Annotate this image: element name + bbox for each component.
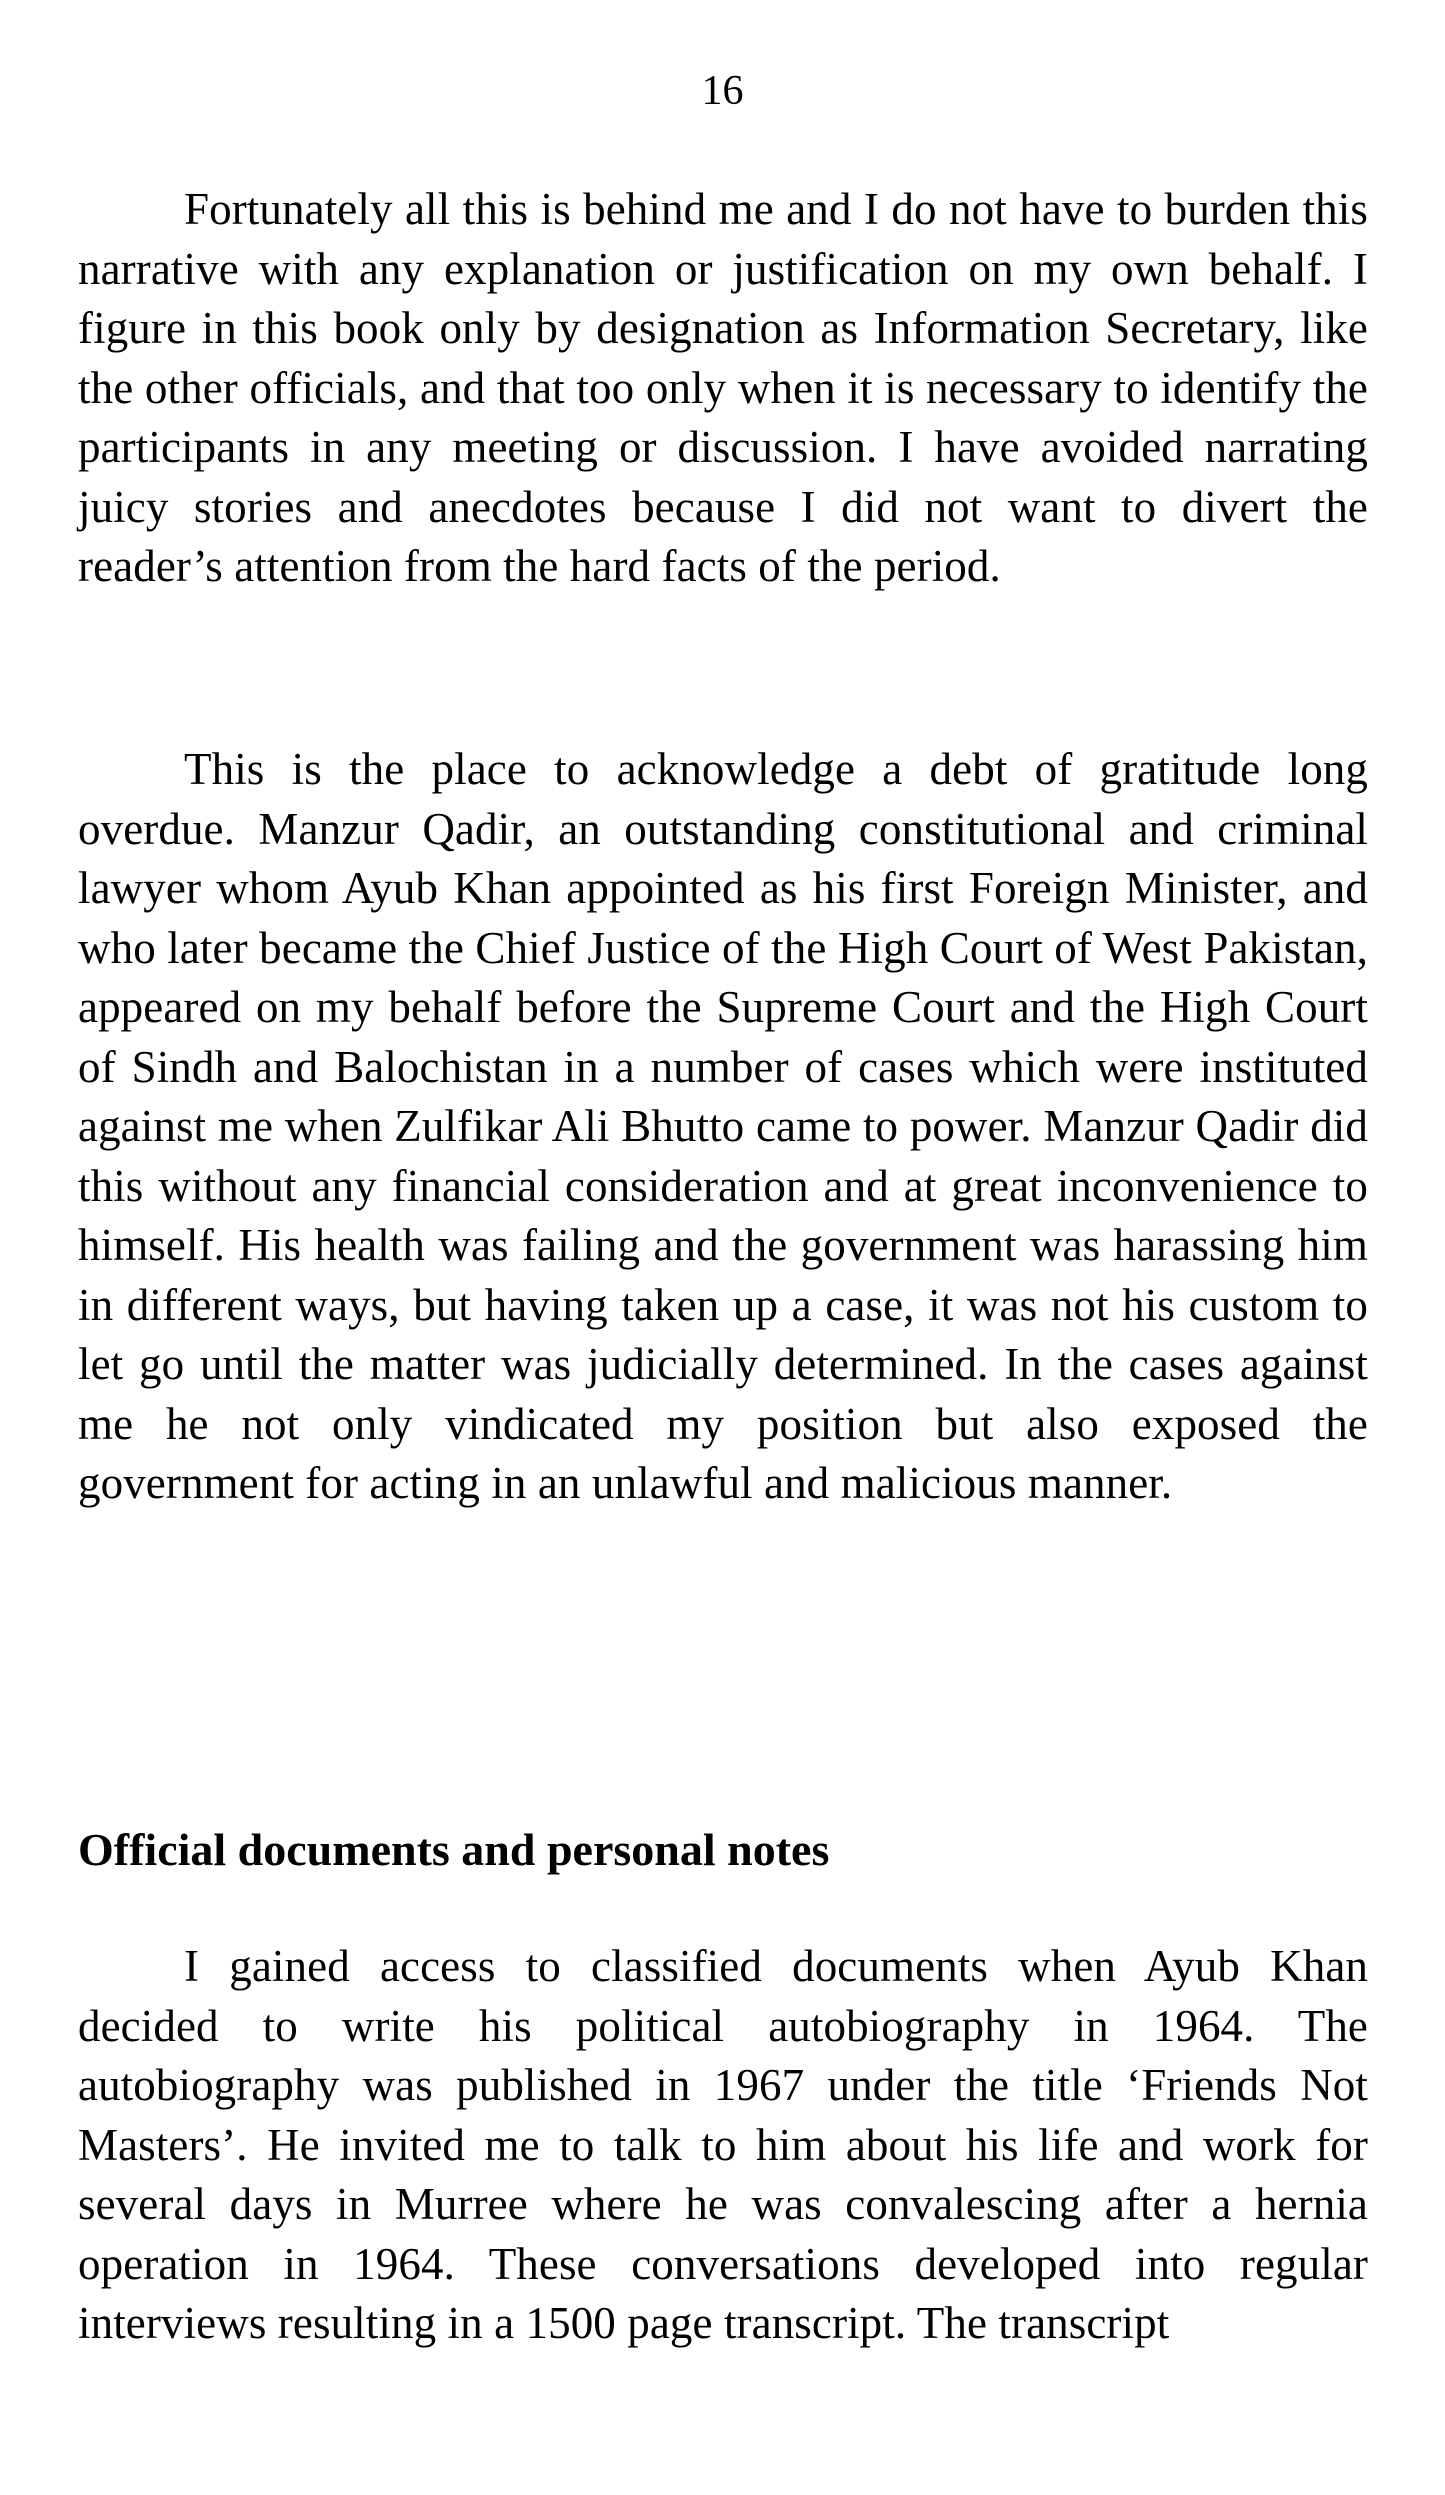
paragraph-acknowledgement: This is the place to acknowledge a debt of gratitude long overdue. Manzur Qadir, an outstanding constitutional and criminal lawyer whom Ayub Khan appointed as his first Foreign Minister, and who later became the Chief Justice of the High Court of West Pakistan, appeared on my behalf before the Supreme Court and the High Court of Sindh and Balochistan in a number of cases which were instituted against me when Zulfikar Ali Bhutto came to power. Manzur Qadir did this without any financial consideration and at great inconvenience to himself. His health was failing and the government was harassing him in different ways, but having taken up a case, it was not his custom to let go until the matter was judicially determined. In the cases against me he not only vindicated my position but also exposed the government for acting in an unlawful and malicious manner. xyxy=(78,744,1368,1508)
paragraph-documents: I gained access to classified documents when Ayub Khan decided to write his political autobiography in 1964. The autobiography was published in 1967 under the title ‘Friends Not Masters’. He invited me to talk to him about his life and work for several days in Murree where he was convalescing after a hernia operation in 1964. These conversations developed into regular interviews resulting in a 1500 page transcript. The transcript xyxy=(78,1941,1368,2348)
section-heading: Official documents and personal notes xyxy=(78,1824,830,1875)
paragraph-intro: Fortunately all this is behind me and I do not have to burden this narrative with any explanation or justification on my own behalf. I figure in this book only by designation as Information Secretary, like the other officials, and that too only when it is necessary to identify the participants in any meeting or discussion. I have avoided narrating juicy stories and anecdotes because I did not want to divert the reader’s attention from the hard facts of the period. xyxy=(78,184,1368,591)
page-number: 16 xyxy=(701,68,744,114)
